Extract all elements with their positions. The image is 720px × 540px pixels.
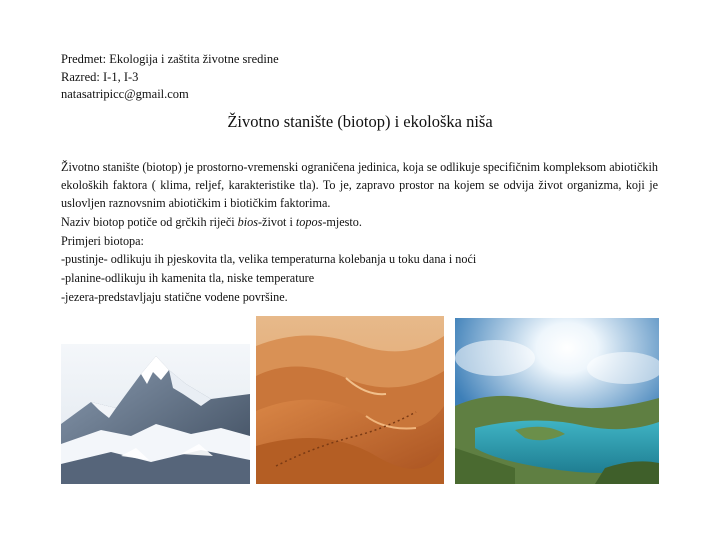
subject-line: Predmet: Ekologija i zaštita životne sredine bbox=[61, 52, 279, 66]
intro-paragraph bbox=[61, 158, 658, 212]
origin-word-topos: topos bbox=[295, 215, 323, 229]
origin-suffix: -mjesto. bbox=[322, 215, 362, 229]
example-mountains: -planine-odlikuju ih kamenita tla, niske temperature bbox=[61, 271, 315, 286]
mountain-photo bbox=[61, 344, 250, 484]
body-lines bbox=[61, 213, 476, 307]
example-lakes: -jezera-predstavljaju statične vodene površine. bbox=[61, 289, 288, 304]
definition-text: Životno stanište (biotop) je prostorno-vremenski ograničena jedinica, koja se odlikuje specifičnim kompleksom abiotičkih ekoloških faktora ( klima, reljef, karakteristike tla). To je, zapravo prostor na kojem se odvija život organizma, koji je uslovljen raznovsnim abiotičkim i biotičkim faktorima. bbox=[61, 160, 658, 210]
examples-heading: Primjeri biotopa: bbox=[61, 233, 144, 248]
origin-middle: -život i bbox=[258, 215, 296, 229]
desert-photo bbox=[256, 316, 444, 484]
example-desert: -pustinje- odlikuju ih pjeskovita tla, velika temperaturna kolebanja u toku dana i noći bbox=[61, 252, 477, 267]
origin-word-bios: bios bbox=[237, 215, 258, 229]
grade-line: Razred: I-1, I-3 bbox=[61, 69, 139, 84]
document-header bbox=[61, 51, 279, 104]
origin-prefix: Naziv biotop potiče od grčkih riječi bbox=[61, 215, 238, 229]
email-line: natasatripicc@gmail.com bbox=[61, 87, 189, 101]
lake-photo bbox=[455, 318, 659, 484]
document-title: Životno stanište (biotop) i ekološka niša bbox=[227, 112, 493, 131]
origin-line bbox=[61, 213, 476, 232]
